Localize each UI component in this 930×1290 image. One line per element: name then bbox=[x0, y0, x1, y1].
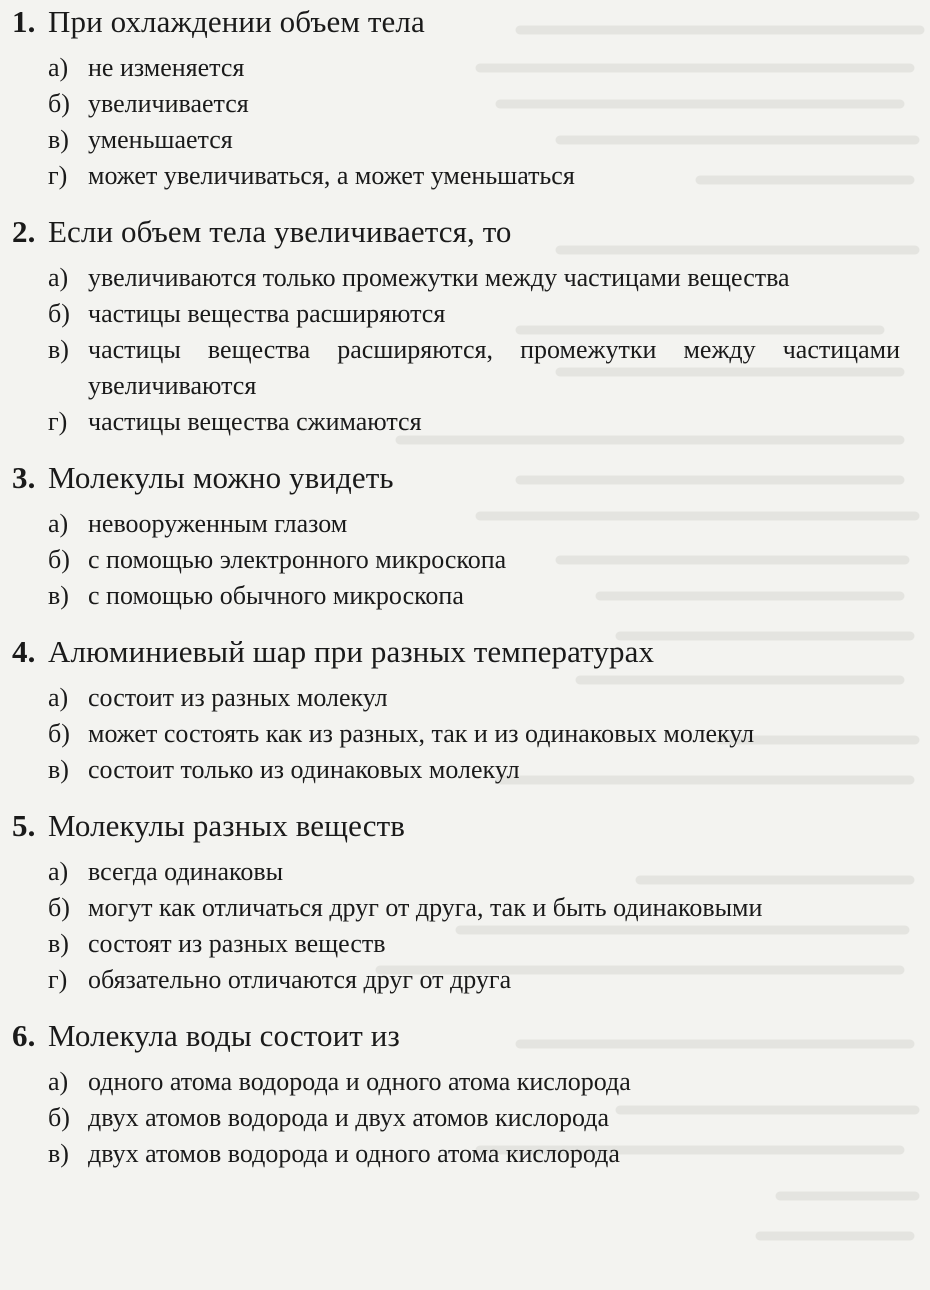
option-text: частицы вещества сжимаются bbox=[88, 407, 422, 436]
option-letter: б) bbox=[48, 299, 70, 328]
answer-option bbox=[12, 1064, 900, 1100]
option-letter: а) bbox=[48, 509, 69, 538]
question-heading bbox=[12, 1016, 900, 1056]
question-text: Молекулы разных веществ bbox=[48, 808, 405, 843]
option-text: одного атома водорода и одного атома кислорода bbox=[88, 1067, 631, 1096]
option-letter: в) bbox=[48, 581, 69, 610]
option-text: состоят из разных веществ bbox=[88, 929, 386, 958]
answer-option bbox=[12, 1100, 900, 1136]
option-text: всегда одинаковы bbox=[88, 857, 284, 886]
question-text: Если объем тела увеличивается, то bbox=[48, 214, 512, 249]
option-text: состоит из разных молекул bbox=[88, 683, 388, 712]
option-letter: б) bbox=[48, 719, 70, 748]
question-2 bbox=[12, 212, 900, 440]
option-text: частицы вещества расширяются bbox=[88, 299, 446, 328]
option-letter: а) bbox=[48, 1067, 69, 1096]
answer-option bbox=[12, 926, 900, 962]
answer-option bbox=[12, 542, 900, 578]
option-text: с помощью обычного микроскопа bbox=[88, 581, 464, 610]
answer-option bbox=[12, 1136, 900, 1172]
option-text: увеличивается bbox=[88, 89, 249, 118]
option-text: уменьшается bbox=[88, 125, 233, 154]
answer-option bbox=[12, 680, 900, 716]
question-number: 1. bbox=[12, 4, 36, 39]
option-letter: г) bbox=[48, 407, 68, 436]
option-letter: г) bbox=[48, 161, 68, 190]
option-letter: б) bbox=[48, 89, 70, 118]
option-text: не изменяется bbox=[88, 53, 245, 82]
question-heading bbox=[12, 212, 900, 252]
question-number: 5. bbox=[12, 808, 36, 843]
answer-option bbox=[12, 404, 900, 440]
option-letter: в) bbox=[48, 929, 69, 958]
answer-options bbox=[12, 1064, 900, 1172]
question-6 bbox=[12, 1016, 900, 1172]
option-text: невооруженным глазом bbox=[88, 509, 348, 538]
option-letter: а) bbox=[48, 857, 69, 886]
option-text: может состоять как из разных, так и из одинаковых молекул bbox=[88, 719, 755, 748]
answer-options bbox=[12, 680, 900, 788]
answer-option bbox=[12, 506, 900, 542]
answer-option bbox=[12, 716, 900, 752]
option-text: могут как отличаться друг от друга, так и быть одинаковыми bbox=[88, 893, 763, 922]
option-letter: а) bbox=[48, 263, 69, 292]
answer-option bbox=[12, 752, 900, 788]
answer-option bbox=[12, 260, 900, 296]
answer-option bbox=[12, 158, 900, 194]
question-number: 2. bbox=[12, 214, 36, 249]
question-heading bbox=[12, 806, 900, 846]
question-3 bbox=[12, 458, 900, 614]
option-letter: в) bbox=[48, 335, 69, 364]
option-text: обязательно отличаются друг от друга bbox=[88, 965, 512, 994]
answer-option bbox=[12, 86, 900, 122]
option-text: может увеличиваться, а может уменьшаться bbox=[88, 161, 575, 190]
option-letter: б) bbox=[48, 545, 70, 574]
answer-options bbox=[12, 260, 900, 440]
option-letter: а) bbox=[48, 53, 69, 82]
option-text: с помощью электронного микроскопа bbox=[88, 545, 507, 574]
question-number: 4. bbox=[12, 634, 36, 669]
question-number: 3. bbox=[12, 460, 36, 495]
option-letter: б) bbox=[48, 893, 70, 922]
answer-option bbox=[12, 332, 900, 404]
option-text: двух атомов водорода и двух атомов кислорода bbox=[88, 1103, 610, 1132]
option-letter: в) bbox=[48, 1139, 69, 1168]
answer-option bbox=[12, 50, 900, 86]
question-text: При охлаждении объем тела bbox=[48, 4, 425, 39]
answer-option bbox=[12, 578, 900, 614]
question-text: Алюминиевый шар при разных температурах bbox=[48, 634, 655, 669]
question-4 bbox=[12, 632, 900, 788]
question-text: Молекула воды состоит из bbox=[48, 1018, 400, 1053]
option-letter: г) bbox=[48, 965, 68, 994]
option-letter: а) bbox=[48, 683, 69, 712]
question-number: 6. bbox=[12, 1018, 36, 1053]
answer-options bbox=[12, 854, 900, 998]
question-1 bbox=[12, 2, 900, 194]
question-heading bbox=[12, 458, 900, 498]
option-text: частицы вещества расширяются, промежутки между частицами увеличиваются bbox=[88, 335, 900, 400]
question-heading bbox=[12, 632, 900, 672]
answer-option bbox=[12, 890, 900, 926]
option-letter: б) bbox=[48, 1103, 70, 1132]
answer-options bbox=[12, 50, 900, 194]
option-text: состоит только из одинаковых молекул bbox=[88, 755, 520, 784]
question-heading bbox=[12, 2, 900, 42]
option-text: увеличиваются только промежутки между частицами вещества bbox=[88, 263, 790, 292]
answer-option bbox=[12, 854, 900, 890]
question-5 bbox=[12, 806, 900, 998]
option-text: двух атомов водорода и одного атома кислорода bbox=[88, 1139, 620, 1168]
answer-options bbox=[12, 506, 900, 614]
answer-option bbox=[12, 962, 900, 998]
answer-option bbox=[12, 122, 900, 158]
option-letter: в) bbox=[48, 755, 69, 784]
option-letter: в) bbox=[48, 125, 69, 154]
answer-option bbox=[12, 296, 900, 332]
question-text: Молекулы можно увидеть bbox=[48, 460, 394, 495]
